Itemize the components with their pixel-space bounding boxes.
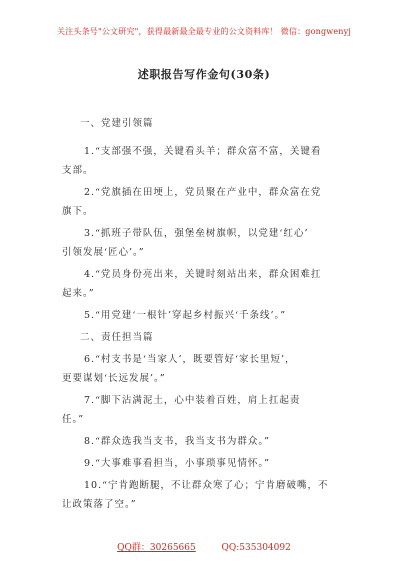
contact-footer <box>0 540 408 553</box>
text-line: 旗下。 <box>62 206 94 217</box>
text-line: 引领发展‘匠心’。” <box>62 247 145 258</box>
document-title: 述职报告写作金句(30条) <box>137 68 271 81</box>
text-line: 8.“群众选我当支书，我当支书为群众。” <box>84 436 271 447</box>
text-line: 7.“脚下沾满泥土，心中装着百姓，肩上扛起责 <box>84 395 301 406</box>
text-line: 10.“宁肯跑断腿，不让群众寒了心；宁肯磨破嘴，不 <box>84 480 329 491</box>
promo-header: 关注头条号"公文研究"，获得最新最全最专业的公文资料库！ 微信：gongwenyj <box>56 27 352 36</box>
text-line: 2.“党旗插在田埂上，党员聚在产业中，群众富在党 <box>84 187 322 198</box>
text-line: 支部。 <box>62 165 94 176</box>
text-line: 4.“党员身份亮出来，关键时刻站出来，群众困难扛 <box>84 269 322 280</box>
text-line: 3.“抓班子带队伍，强堡垒树旗帜，以党建‘红心’ <box>84 228 309 239</box>
text-line: 9.“大事难事看担当，小事琐事见情怀。” <box>84 458 271 469</box>
text-line: 更要谋划‘长远发展’。” <box>62 373 166 384</box>
text-line: 6.“村支书是‘当家人’，既要管好‘家长里短’， <box>84 354 296 365</box>
qq-group: QQ群：30265665 <box>117 543 196 553</box>
text-line: 1.“支部强不强，关键看头羊；群众富不富，关键看 <box>84 146 322 157</box>
text-line: 一、党建引领篇 <box>80 118 154 129</box>
text-line: 5.“用党建‘一根针’穿起乡村振兴‘千条线’。” <box>84 310 287 321</box>
text-line: 任。” <box>62 414 85 425</box>
text-line: 二、责任担当篇 <box>80 332 154 343</box>
text-line: 起来。” <box>62 288 95 299</box>
qq-number: QQ:535304092 <box>221 543 291 553</box>
text-line: 让政策落了空。” <box>62 499 137 510</box>
